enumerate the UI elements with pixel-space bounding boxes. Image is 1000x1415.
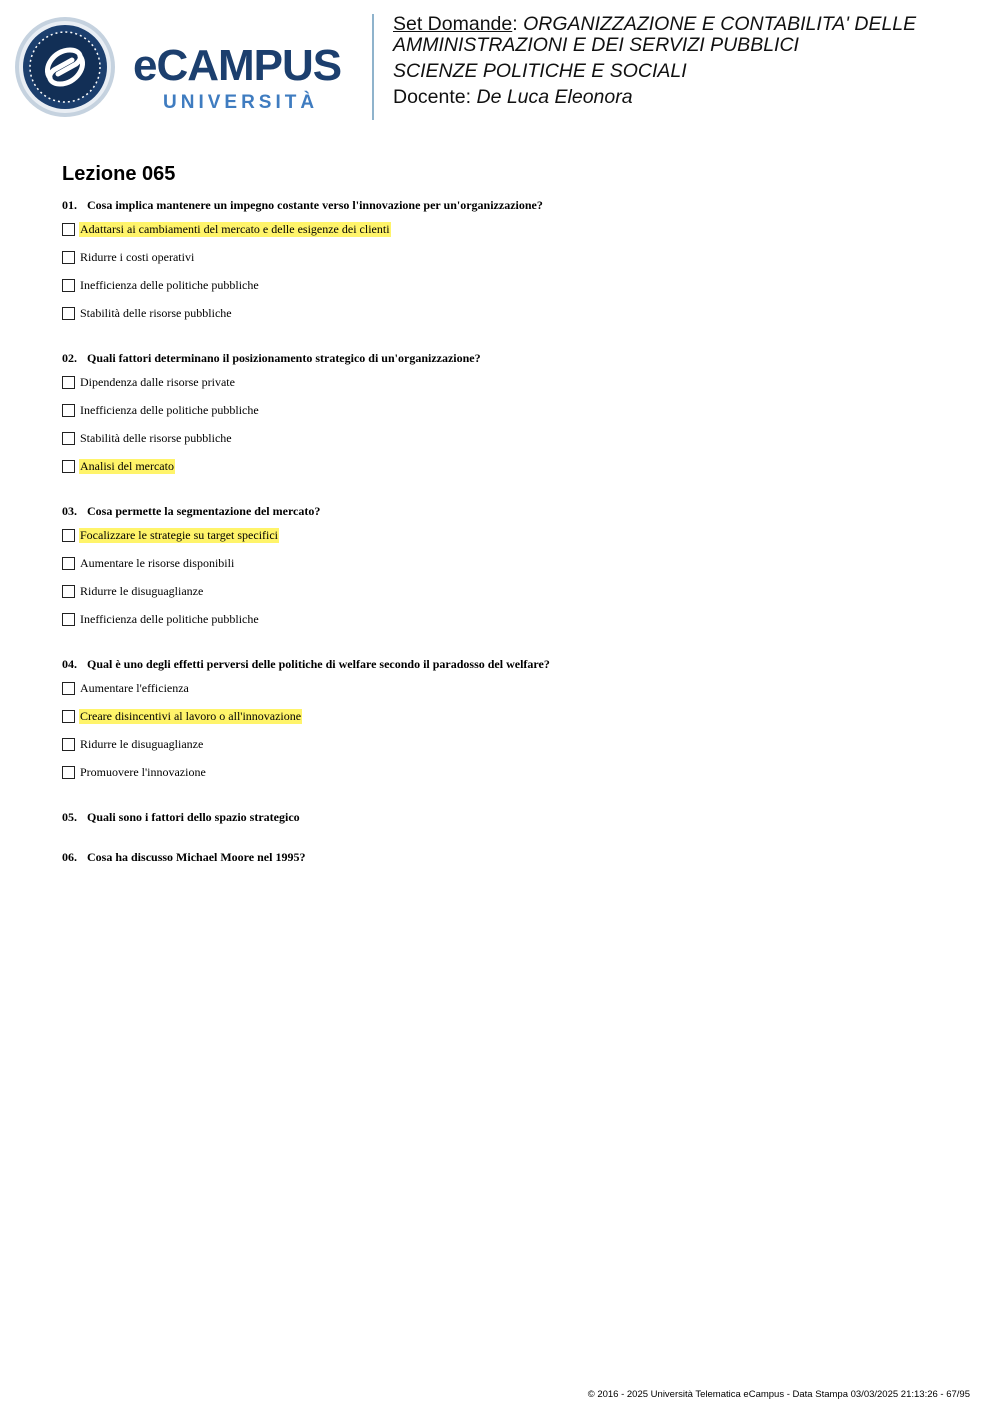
question-number: 05.: [62, 810, 77, 824]
answer-option[interactable]: [62, 758, 962, 786]
checkbox-icon[interactable]: [62, 432, 75, 445]
ecampus-wordmark: [133, 42, 358, 114]
question-heading: [62, 847, 962, 867]
checkbox-icon[interactable]: [62, 529, 75, 542]
answer-label: Aumentare le risorse disponibili: [80, 555, 235, 570]
answer-label: Stabilità delle risorse pubbliche: [80, 430, 232, 445]
set-label: Set Domande: [393, 13, 513, 35]
question-2: [62, 348, 962, 480]
checkbox-icon[interactable]: [62, 251, 75, 264]
answer-label: Ridurre le disuguaglianze: [80, 583, 204, 598]
question-number: 01.: [62, 198, 77, 212]
question-6: [62, 847, 962, 867]
ecampus-seal-icon: [14, 16, 116, 118]
question-3: [62, 501, 962, 633]
checkbox-icon[interactable]: [62, 404, 75, 417]
answer-option[interactable]: [62, 702, 962, 730]
svg-text:eCAMPUS: eCAMPUS: [133, 42, 342, 90]
correct-answer-label: Adattarsi ai cambiamenti del mercato e delle esigenze dei clienti: [80, 221, 390, 236]
page-footer: © 2016 - 2025 Università Telematica eCampus - Data Stampa 03/03/2025 21:13:26 - 67/95: [587, 1389, 970, 1400]
header-divider: [372, 14, 374, 120]
svg-text:UNIVERSITÀ: UNIVERSITÀ: [163, 92, 319, 113]
question-1: [62, 195, 962, 327]
answer-option[interactable]: [62, 577, 962, 605]
faculty-name: SCIENZE POLITICHE E SOCIALI: [393, 60, 687, 82]
checkbox-icon[interactable]: [62, 307, 75, 320]
teacher-label: Docente:: [393, 86, 472, 108]
answer-option[interactable]: [62, 549, 962, 577]
correct-answer-label: Focalizzare le strategie su target specifici: [80, 527, 279, 542]
question-text: Quali sono i fattori dello spazio strategico: [87, 810, 300, 824]
answer-option[interactable]: [62, 368, 962, 396]
checkbox-icon[interactable]: [62, 223, 75, 236]
answer-option[interactable]: [62, 424, 962, 452]
question-heading: [62, 501, 962, 521]
answer-option[interactable]: [62, 730, 962, 758]
course-title: [393, 14, 983, 56]
answer-option[interactable]: [62, 605, 962, 633]
question-number: 06.: [62, 850, 77, 864]
course-name-line2: AMMINISTRAZIONI E DEI SERVIZI PUBBLICI: [393, 34, 799, 56]
answer-label: Stabilità delle risorse pubbliche: [80, 305, 232, 320]
question-5: [62, 807, 962, 827]
question-heading: [62, 348, 962, 368]
checkbox-icon[interactable]: [62, 585, 75, 598]
question-number: 04.: [62, 657, 77, 671]
question-text: Cosa implica mantenere un impegno costante verso l'innovazione per un'organizzazione?: [87, 198, 543, 212]
answer-option[interactable]: [62, 452, 962, 480]
course-info: [393, 14, 983, 108]
checkbox-icon[interactable]: [62, 613, 75, 626]
question-number: 03.: [62, 504, 77, 518]
teacher-name: De Luca Eleonora: [476, 86, 633, 108]
question-heading: [62, 654, 962, 674]
answer-label: Aumentare l'efficienza: [80, 680, 189, 695]
question-heading: [62, 807, 962, 827]
answer-label: Inefficienza delle politiche pubbliche: [80, 402, 259, 417]
checkbox-icon[interactable]: [62, 738, 75, 751]
question-4: [62, 654, 962, 786]
answer-option[interactable]: [62, 271, 962, 299]
answer-option[interactable]: [62, 674, 962, 702]
checkbox-icon[interactable]: [62, 766, 75, 779]
checkbox-icon[interactable]: [62, 279, 75, 292]
course-name-line1: ORGANIZZAZIONE E CONTABILITA' DELLE: [523, 13, 917, 35]
question-text: Qual è uno degli effetti perversi delle politiche di welfare secondo il paradosso del welfare?: [87, 657, 550, 671]
checkbox-icon[interactable]: [62, 376, 75, 389]
question-list: [62, 195, 962, 887]
checkbox-icon[interactable]: [62, 460, 75, 473]
answer-label: Ridurre i costi operativi: [80, 249, 195, 264]
answer-option[interactable]: [62, 215, 962, 243]
question-heading: [62, 195, 962, 215]
question-number: 02.: [62, 351, 77, 365]
teacher-line: [393, 87, 983, 108]
answer-option[interactable]: [62, 243, 962, 271]
lesson-title: Lezione 065: [62, 163, 176, 185]
question-text: Cosa permette la segmentazione del mercato?: [87, 504, 321, 518]
answer-option[interactable]: [62, 299, 962, 327]
answer-label: Inefficienza delle politiche pubbliche: [80, 277, 259, 292]
correct-answer-label: Creare disincentivi al lavoro o all'innovazione: [80, 708, 302, 723]
set-colon: :: [512, 13, 518, 35]
answer-label: Ridurre le disuguaglianze: [80, 736, 204, 751]
checkbox-icon[interactable]: [62, 557, 75, 570]
answer-label: Promuovere l'innovazione: [80, 764, 206, 779]
answer-label: Dipendenza dalle risorse private: [80, 374, 235, 389]
answer-label: Inefficienza delle politiche pubbliche: [80, 611, 259, 626]
question-text: Quali fattori determinano il posizionamento strategico di un'organizzazione?: [87, 351, 481, 365]
answer-option[interactable]: [62, 396, 962, 424]
checkbox-icon[interactable]: [62, 710, 75, 723]
correct-answer-label: Analisi del mercato: [80, 458, 174, 473]
question-text: Cosa ha discusso Michael Moore nel 1995?: [87, 850, 306, 864]
answer-option[interactable]: [62, 521, 962, 549]
checkbox-icon[interactable]: [62, 682, 75, 695]
